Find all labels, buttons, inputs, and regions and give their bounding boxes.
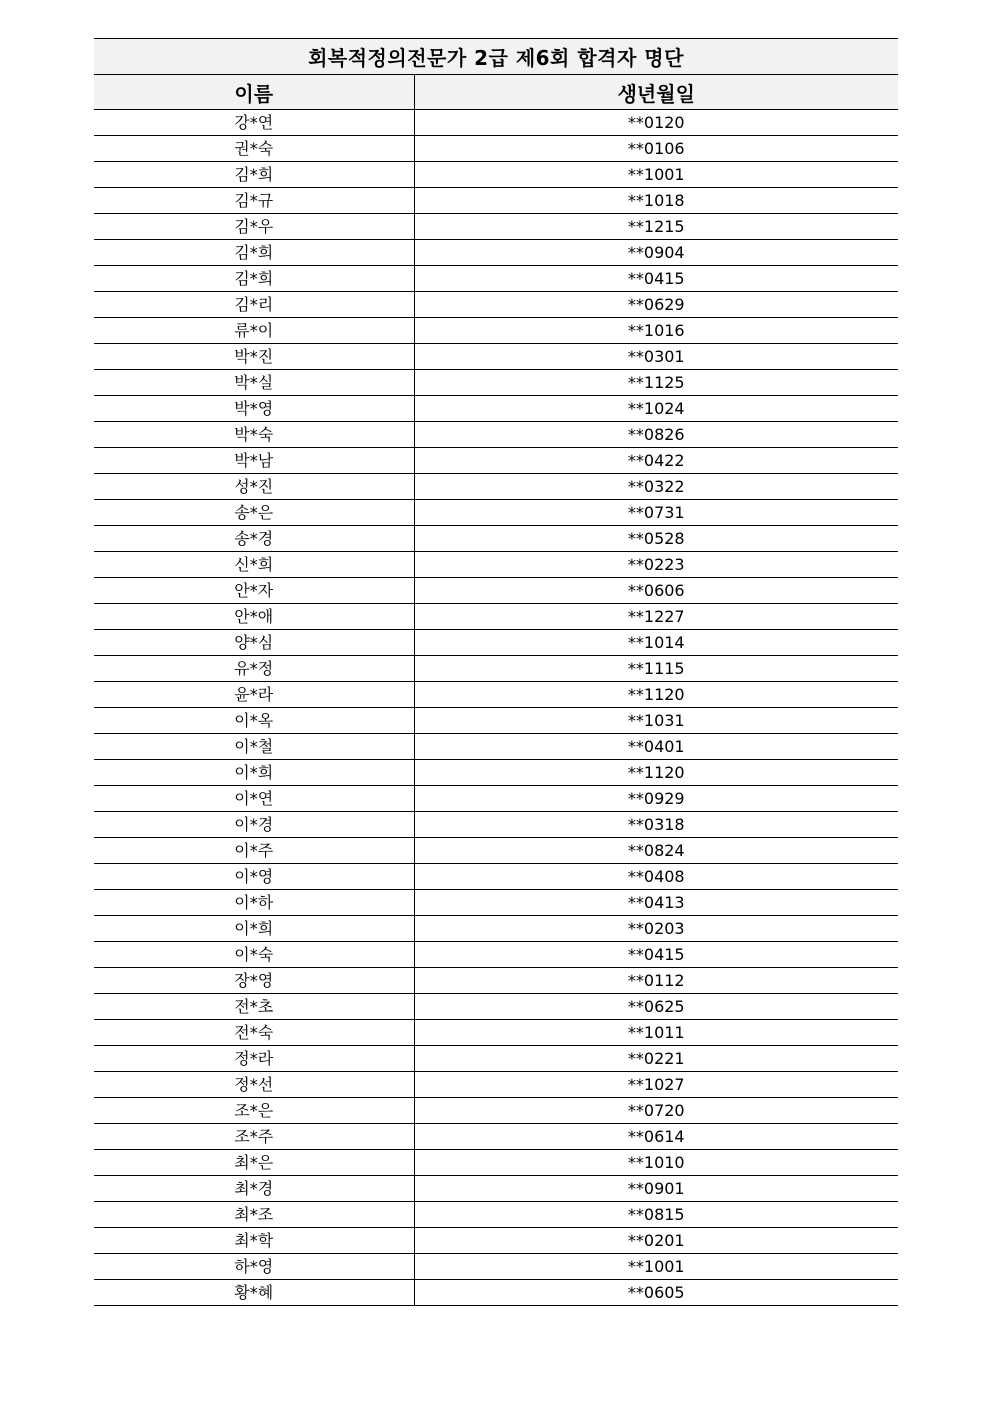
table-row: [94, 890, 898, 916]
table-row: [94, 838, 898, 864]
table-row: [94, 162, 898, 188]
table-row: [94, 708, 898, 734]
birthdate-cell: **0904: [414, 240, 898, 266]
birthdate-cell: **0815: [414, 1202, 898, 1228]
name-cell: 전*숙: [94, 1020, 414, 1046]
name-cell: 이*연: [94, 786, 414, 812]
name-cell: 정*선: [94, 1072, 414, 1098]
name-cell: 최*경: [94, 1176, 414, 1202]
document-title: 회복적정의전문가 2급 제6회 합격자 명단: [94, 39, 898, 75]
birthdate-cell: **0401: [414, 734, 898, 760]
table-row: [94, 968, 898, 994]
birthdate-cell: **1215: [414, 214, 898, 240]
birthdate-cell: **1010: [414, 1150, 898, 1176]
table-row: [94, 812, 898, 838]
name-cell: 조*주: [94, 1124, 414, 1150]
birthdate-cell: **0824: [414, 838, 898, 864]
table-row: [94, 1228, 898, 1254]
birthdate-cell: **1018: [414, 188, 898, 214]
name-cell: 박*영: [94, 396, 414, 422]
name-cell: 김*우: [94, 214, 414, 240]
birthdate-cell: **0731: [414, 500, 898, 526]
name-cell: 송*경: [94, 526, 414, 552]
birthdate-cell: **0720: [414, 1098, 898, 1124]
table-row: [94, 1098, 898, 1124]
birthdate-cell: **0223: [414, 552, 898, 578]
table-row: [94, 344, 898, 370]
birthdate-cell: **1014: [414, 630, 898, 656]
name-cell: 이*경: [94, 812, 414, 838]
passer-table: [94, 38, 898, 1306]
table-row: [94, 786, 898, 812]
birthdate-cell: **1227: [414, 604, 898, 630]
birthdate-cell: **0201: [414, 1228, 898, 1254]
name-cell: 신*희: [94, 552, 414, 578]
name-cell: 전*초: [94, 994, 414, 1020]
table-row: [94, 1280, 898, 1306]
name-cell: 최*은: [94, 1150, 414, 1176]
birthdate-cell: **0826: [414, 422, 898, 448]
table-row: [94, 1254, 898, 1280]
birthdate-cell: **0929: [414, 786, 898, 812]
table-row: [94, 1202, 898, 1228]
table-row: [94, 500, 898, 526]
table-row: [94, 656, 898, 682]
birthdate-cell: **0614: [414, 1124, 898, 1150]
name-cell: 김*희: [94, 240, 414, 266]
birthdate-cell: **0221: [414, 1046, 898, 1072]
birthdate-cell: **0322: [414, 474, 898, 500]
birthdate-cell: **1011: [414, 1020, 898, 1046]
table-row: [94, 942, 898, 968]
birthdate-cell: **0301: [414, 344, 898, 370]
table-row: [94, 552, 898, 578]
table-row: [94, 396, 898, 422]
table-row: [94, 864, 898, 890]
name-cell: 박*진: [94, 344, 414, 370]
name-cell: 이*희: [94, 916, 414, 942]
name-cell: 하*영: [94, 1254, 414, 1280]
birthdate-cell: **1125: [414, 370, 898, 396]
table-row: [94, 1124, 898, 1150]
table-row: [94, 370, 898, 396]
name-cell: 황*혜: [94, 1280, 414, 1306]
name-cell: 성*진: [94, 474, 414, 500]
birthdate-cell: **0606: [414, 578, 898, 604]
table-row: [94, 526, 898, 552]
table-row: [94, 1072, 898, 1098]
name-cell: 장*영: [94, 968, 414, 994]
birthdate-cell: **1031: [414, 708, 898, 734]
name-cell: 김*규: [94, 188, 414, 214]
name-cell: 최*학: [94, 1228, 414, 1254]
name-cell: 박*남: [94, 448, 414, 474]
name-cell: 송*은: [94, 500, 414, 526]
table-row: [94, 136, 898, 162]
table-row: [94, 448, 898, 474]
table-row: [94, 240, 898, 266]
birthdate-cell: **1001: [414, 162, 898, 188]
table-row: [94, 422, 898, 448]
birthdate-cell: **0901: [414, 1176, 898, 1202]
birthdate-cell: **1120: [414, 760, 898, 786]
name-cell: 이*철: [94, 734, 414, 760]
name-cell: 김*희: [94, 266, 414, 292]
birthdate-cell: **0120: [414, 110, 898, 136]
table-body: [94, 110, 898, 1306]
title-row: [94, 39, 898, 75]
table-row: [94, 318, 898, 344]
birthdate-cell: **0415: [414, 942, 898, 968]
birthdate-cell: **0203: [414, 916, 898, 942]
birthdate-cell: **0408: [414, 864, 898, 890]
birthdate-cell: **0528: [414, 526, 898, 552]
table-row: [94, 734, 898, 760]
name-cell: 이*영: [94, 864, 414, 890]
name-cell: 이*옥: [94, 708, 414, 734]
table-row: [94, 292, 898, 318]
birthdate-cell: **0605: [414, 1280, 898, 1306]
birthdate-cell: **1001: [414, 1254, 898, 1280]
name-cell: 정*라: [94, 1046, 414, 1072]
birthdate-cell: **0106: [414, 136, 898, 162]
name-cell: 강*연: [94, 110, 414, 136]
table-row: [94, 214, 898, 240]
name-cell: 박*숙: [94, 422, 414, 448]
birthdate-cell: **1027: [414, 1072, 898, 1098]
birthdate-cell: **0413: [414, 890, 898, 916]
name-cell: 박*실: [94, 370, 414, 396]
table-row: [94, 630, 898, 656]
table-row: [94, 1150, 898, 1176]
table-row: [94, 994, 898, 1020]
birthdate-cell: **0422: [414, 448, 898, 474]
name-cell: 안*자: [94, 578, 414, 604]
name-cell: 이*숙: [94, 942, 414, 968]
name-cell: 양*심: [94, 630, 414, 656]
birthdate-cell: **1115: [414, 656, 898, 682]
name-cell: 김*희: [94, 162, 414, 188]
table-row: [94, 188, 898, 214]
birthdate-cell: **0415: [414, 266, 898, 292]
birthdate-cell: **1024: [414, 396, 898, 422]
column-header-name: 이름: [94, 75, 414, 110]
table-row: [94, 1020, 898, 1046]
table-row: [94, 266, 898, 292]
birthdate-cell: **0629: [414, 292, 898, 318]
name-cell: 이*주: [94, 838, 414, 864]
name-cell: 유*정: [94, 656, 414, 682]
birthdate-cell: **1120: [414, 682, 898, 708]
column-header-birthdate: 생년월일: [414, 75, 898, 110]
name-cell: 류*이: [94, 318, 414, 344]
table-row: [94, 760, 898, 786]
table-row: [94, 110, 898, 136]
birthdate-cell: **0625: [414, 994, 898, 1020]
birthdate-cell: **0112: [414, 968, 898, 994]
name-cell: 권*숙: [94, 136, 414, 162]
table-row: [94, 682, 898, 708]
birthdate-cell: **0318: [414, 812, 898, 838]
table-row: [94, 474, 898, 500]
name-cell: 이*하: [94, 890, 414, 916]
table-row: [94, 916, 898, 942]
table-row: [94, 1046, 898, 1072]
header-row: [94, 75, 898, 110]
name-cell: 최*조: [94, 1202, 414, 1228]
name-cell: 안*애: [94, 604, 414, 630]
name-cell: 조*은: [94, 1098, 414, 1124]
name-cell: 이*희: [94, 760, 414, 786]
passer-list-sheet: [94, 38, 898, 1306]
name-cell: 윤*라: [94, 682, 414, 708]
name-cell: 김*리: [94, 292, 414, 318]
table-row: [94, 578, 898, 604]
table-row: [94, 604, 898, 630]
table-row: [94, 1176, 898, 1202]
birthdate-cell: **1016: [414, 318, 898, 344]
